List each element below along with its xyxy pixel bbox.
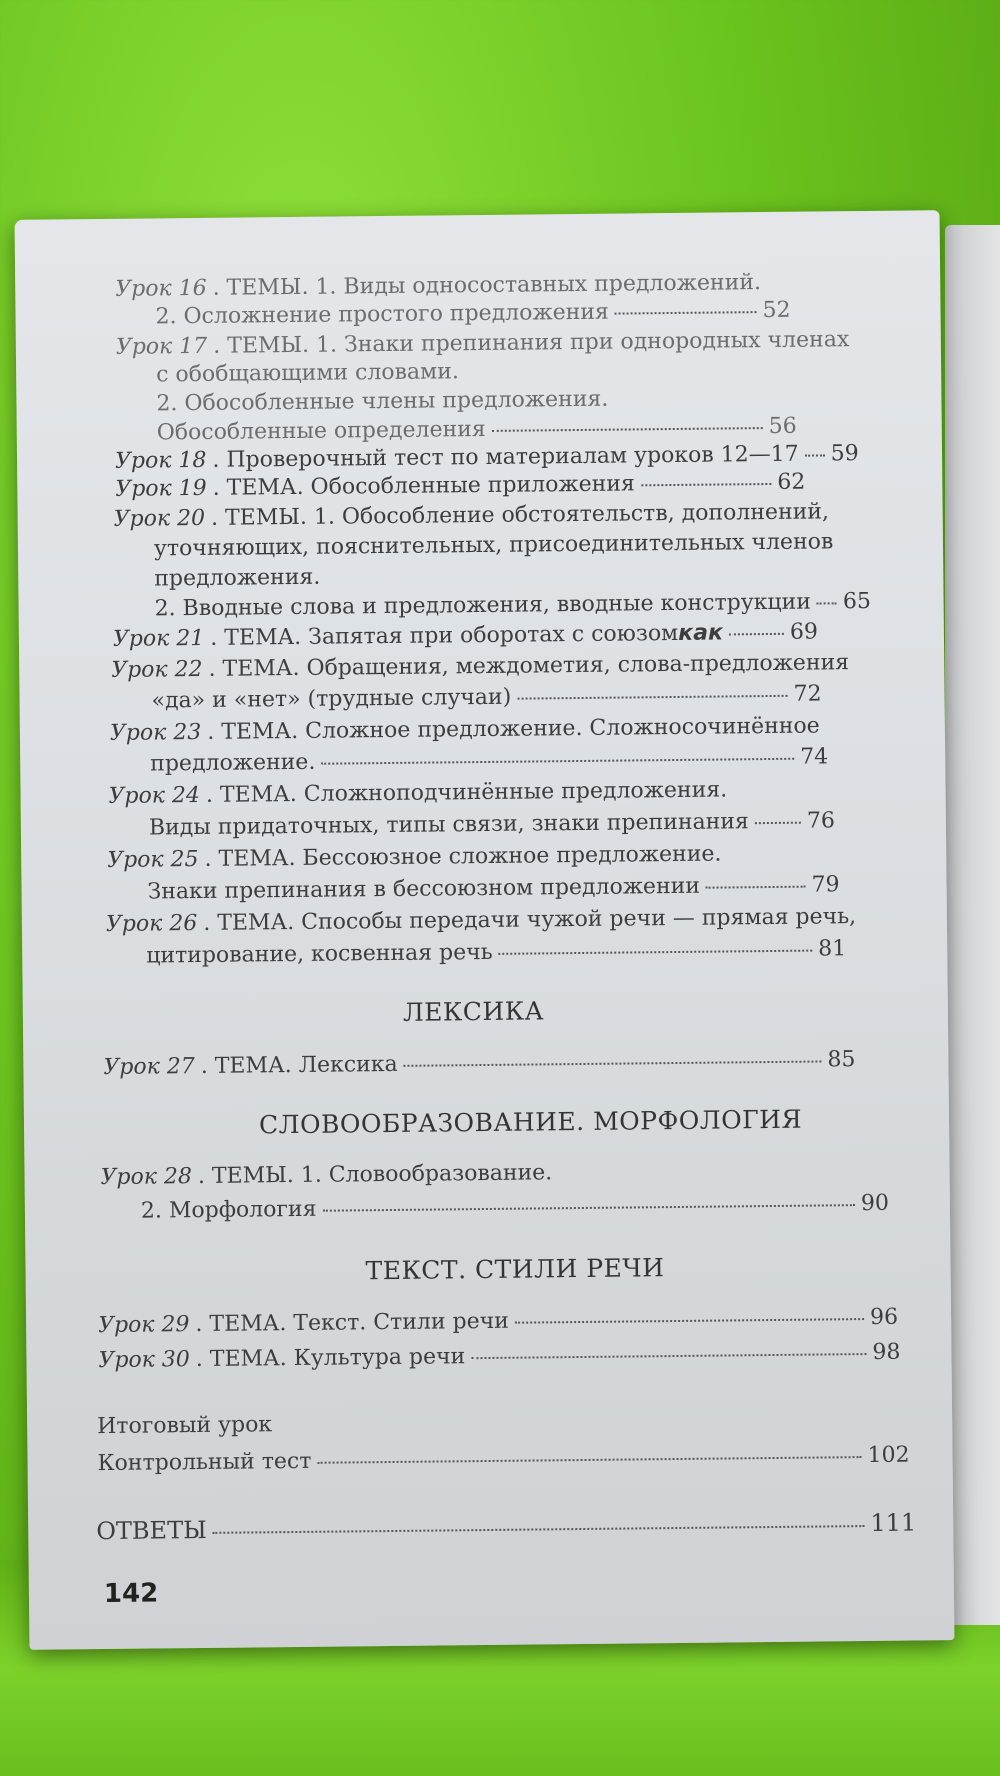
toc-entry-26-line2[interactable]	[146, 938, 846, 967]
toc-entry-25-line1	[107, 841, 722, 873]
toc-entry-28-line2[interactable]	[140, 1190, 890, 1224]
toc-entry-25-line2[interactable]	[147, 874, 839, 903]
entry-text: . ТЕМА. Запятая при оборотах с союзом	[210, 620, 679, 651]
toc-answers[interactable]	[96, 1508, 917, 1546]
dot-leader	[492, 427, 763, 432]
page-ref: 56	[768, 413, 797, 439]
entry-text: 2. Обособленные члены предложения.	[156, 386, 609, 417]
page-ref: 65	[842, 588, 872, 615]
page-ref: 79	[811, 872, 840, 898]
entry-text: с обобщающими словами.	[156, 359, 460, 388]
lesson-number: Урок 26	[105, 911, 198, 937]
lesson-number: Урок 27	[103, 1054, 195, 1080]
dot-leader	[323, 1204, 855, 1212]
page-ref: 85	[827, 1047, 856, 1073]
page-ref: 59	[830, 441, 859, 467]
lesson-number: Урок 24	[108, 782, 201, 809]
entry-text: предложения.	[154, 564, 321, 592]
next-page-edge	[945, 225, 1000, 1625]
page-ref: 81	[818, 936, 847, 962]
entry-text: 2. Морфология	[140, 1196, 317, 1224]
dot-leader	[817, 602, 837, 604]
entry-text: Знаки препинания в бессоюзном предложении	[147, 873, 701, 905]
section-title-lexis: ЛЕКСИКА	[402, 996, 545, 1027]
entry-text: . ТЕМЫ. 1. Обособление обстоятельств, дополнений,	[210, 499, 830, 531]
page-ref: 74	[800, 744, 829, 770]
dot-leader	[615, 311, 757, 314]
toc-final-lesson	[97, 1414, 272, 1438]
entry-text: цитирование, косвенная речь	[146, 939, 493, 969]
toc-entry-26-line1	[106, 906, 856, 936]
entry-text: . ТЕМЫ. 1. Виды односоставных предложений.	[212, 270, 762, 301]
toc-entry-20-line3	[154, 564, 321, 592]
lesson-number: Урок 29	[97, 1312, 190, 1339]
lesson-number: Урок 28	[100, 1164, 193, 1191]
dot-leader	[321, 758, 794, 765]
page-ref: 96	[869, 1304, 899, 1330]
toc-entry-28-line1	[100, 1162, 552, 1189]
dot-leader	[499, 950, 813, 955]
keyword: как	[678, 620, 724, 646]
lesson-number: Урок 30	[98, 1347, 190, 1374]
toc-entry-20-line4[interactable]	[154, 588, 872, 622]
toc-entry-23-line2[interactable]	[150, 746, 828, 775]
lesson-number: Урок 18	[114, 447, 207, 474]
toc-entry-17-line4[interactable]	[156, 413, 797, 446]
lesson-number: Урок 25	[107, 846, 199, 873]
entry-text: . ТЕМЫ. 1. Знаки препинания при однородных членах	[213, 327, 850, 359]
entry-text: 2. Вводные слова и предложения, вводные конструкции	[154, 589, 812, 622]
toc-entry-16-line2[interactable]	[155, 297, 791, 330]
section-title-morphology: СЛОВООБРАЗОВАНИЕ. МОРФОЛОГИЯ	[258, 1104, 803, 1140]
entry-text: . ТЕМА. Сложноподчинённые предложения.	[205, 777, 728, 808]
page-ref: 111	[870, 1508, 917, 1537]
entry-text: 2. Осложнение простого предложения	[155, 299, 609, 330]
toc-entry-29[interactable]	[97, 1304, 899, 1339]
toc-entry-27[interactable]	[103, 1049, 855, 1079]
dot-leader	[317, 1456, 861, 1464]
entry-text: уточняющих, пояснительных, присоединительных членов	[153, 529, 834, 562]
entry-text: . ТЕМА. Бессоюзное сложное предложение.	[204, 841, 722, 872]
dot-leader	[805, 454, 825, 456]
entry-text: Обособленные определения	[156, 416, 486, 446]
toc-entry-30[interactable]	[98, 1339, 901, 1374]
dot-leader	[471, 1353, 866, 1359]
entry-text: Виды придаточных, типы связи, знаки препинания	[148, 809, 749, 841]
page-ref: 76	[806, 808, 836, 834]
entry-text: предложение.	[150, 749, 316, 777]
toc-entry-17-line3	[156, 386, 609, 417]
lesson-number: Урок 22	[111, 656, 203, 683]
lesson-number: Урок 21	[112, 625, 205, 652]
page-ref: 52	[762, 297, 791, 324]
section-title-text-styles: ТЕКСТ. СТИЛИ РЕЧИ	[365, 1253, 665, 1286]
toc-entry-24-line1	[108, 779, 727, 807]
entry-text: . ТЕМА. Сложное предложение. Сложносочинённое	[207, 713, 820, 745]
entry-text: . ТЕМА. Обособленные приложения	[212, 471, 635, 501]
entry-text: ОТВЕТЫ	[96, 1515, 207, 1546]
entry-text: «да» и «нет» (трудные случаи)	[151, 684, 512, 714]
entry-text: Контрольный тест	[97, 1448, 312, 1477]
toc-entry-20-line1	[114, 501, 830, 530]
page-ref: 98	[872, 1339, 901, 1365]
dot-leader	[729, 633, 784, 636]
dot-leader	[641, 483, 771, 486]
lesson-number: Урок 23	[109, 719, 202, 746]
toc-entry-21[interactable]	[113, 621, 818, 650]
lesson-number: Урок 20	[113, 505, 206, 532]
page-ref: 90	[860, 1190, 890, 1217]
entry-text: . ТЕМА. Лексика	[200, 1051, 398, 1079]
toc-control-test[interactable]	[97, 1442, 910, 1477]
toc-entry-19[interactable]	[115, 469, 806, 502]
dot-leader	[517, 695, 787, 700]
dot-leader	[515, 1318, 864, 1324]
entry-text: . ТЕМА. Способы передачи чужой речи — прямая речь,	[203, 904, 857, 936]
toc-entry-18[interactable]	[114, 441, 859, 474]
lesson-number: Урок 17	[115, 333, 208, 360]
toc-entry-20-line2	[154, 531, 834, 560]
toc-entry-22-line2[interactable]	[151, 683, 821, 712]
dot-leader	[404, 1060, 822, 1066]
entry-text: Итоговый урок	[97, 1412, 273, 1440]
entry-text: . ТЕМА. Культура речи	[195, 1344, 466, 1373]
page-ref: 69	[789, 619, 819, 645]
toc-entry-17-line2	[156, 361, 459, 386]
dot-leader	[706, 886, 806, 889]
page-ref: 62	[777, 469, 806, 495]
page-number: 142	[103, 1578, 159, 1610]
toc-entry-22-line1	[111, 652, 849, 682]
lesson-number: Урок 19	[115, 475, 207, 502]
entry-text: . ТЕМЫ. 1. Словообразование.	[197, 1160, 553, 1190]
toc-entry-16-line1	[115, 272, 761, 301]
entry-text: . ТЕМА. Обращения, междометия, слова-предложения	[208, 650, 850, 682]
page-ref: 102	[867, 1442, 910, 1469]
lesson-number: Урок 16	[115, 275, 207, 302]
table-of-contents	[15, 210, 955, 1650]
toc-entry-24-line2[interactable]	[149, 810, 835, 839]
dot-leader	[213, 1525, 865, 1534]
toc-entry-23-line1	[110, 715, 820, 744]
page-ref: 72	[793, 681, 822, 707]
entry-text: . Проверочный тест по материалам уроков 12—17	[212, 441, 799, 473]
entry-text: . ТЕМА. Текст. Стили речи	[195, 1308, 510, 1338]
book-page	[15, 210, 955, 1650]
toc-entry-17-line1	[116, 329, 850, 359]
dot-leader	[755, 822, 801, 824]
